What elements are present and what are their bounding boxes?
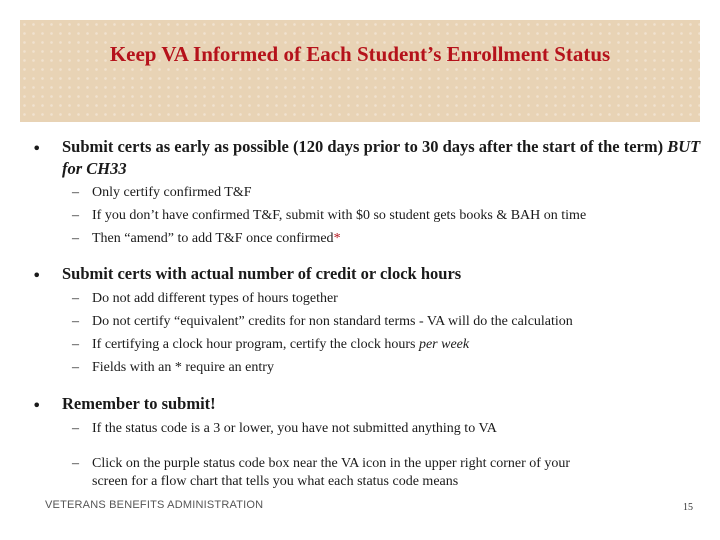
bullet-3-sub-2: – Click on the purple status code box near the VA icon in the upper right corner of your (72, 456, 571, 471)
bullet-1-emphasis: BUT for CH33 (62, 137, 701, 178)
bullet-1-sub-2: – If you don’t have confirmed T&F, submit with $0 so student gets books & BAH on time (72, 208, 587, 223)
bullet-1-sub-3: – Then “amend” to add T&F once confirmed* (72, 231, 341, 246)
bullet-1-text: Submit certs as early as possible (120 days prior to 30 days after the start of the term) BUT for CH33 (62, 137, 701, 178)
bullet-3-text: Remember to submit! (62, 394, 216, 413)
bullet-2-sub-2: – Do not certify “equivalent” credits for non standard terms - VA will do the calculation (72, 314, 573, 329)
bullet-1-marker: • (32, 139, 42, 158)
required-asterisk: * (333, 231, 341, 246)
bullet-2-sub-4: – Fields with an * require an entry (72, 360, 274, 375)
footer-text: VETERANS BENEFITS ADMINISTRATION (45, 499, 264, 511)
page-number: 15 (683, 502, 693, 513)
bullet-1-sub-1: – Only certify confirmed T&F (72, 185, 252, 200)
bullet-3-marker: • (32, 396, 42, 415)
bullet-2-sub-1: – Do not add different types of hours together (72, 291, 338, 306)
bullet-2-sub-3: – If certifying a clock hour program, certify the clock hours per week (72, 337, 470, 352)
title-banner (20, 20, 700, 122)
slide-title: Keep VA Informed of Each Student’s Enrollment Status (109, 42, 611, 66)
bullet-3-sub-1: – If the status code is a 3 or lower, you have not submitted anything to VA (72, 421, 497, 436)
bullet-2-text: Submit certs with actual number of credit or clock hours (62, 264, 462, 283)
bullet-2-marker: • (32, 266, 42, 285)
bullet-3-sub-2-cont: screen for a flow chart that tells you what each status code means (92, 474, 459, 489)
